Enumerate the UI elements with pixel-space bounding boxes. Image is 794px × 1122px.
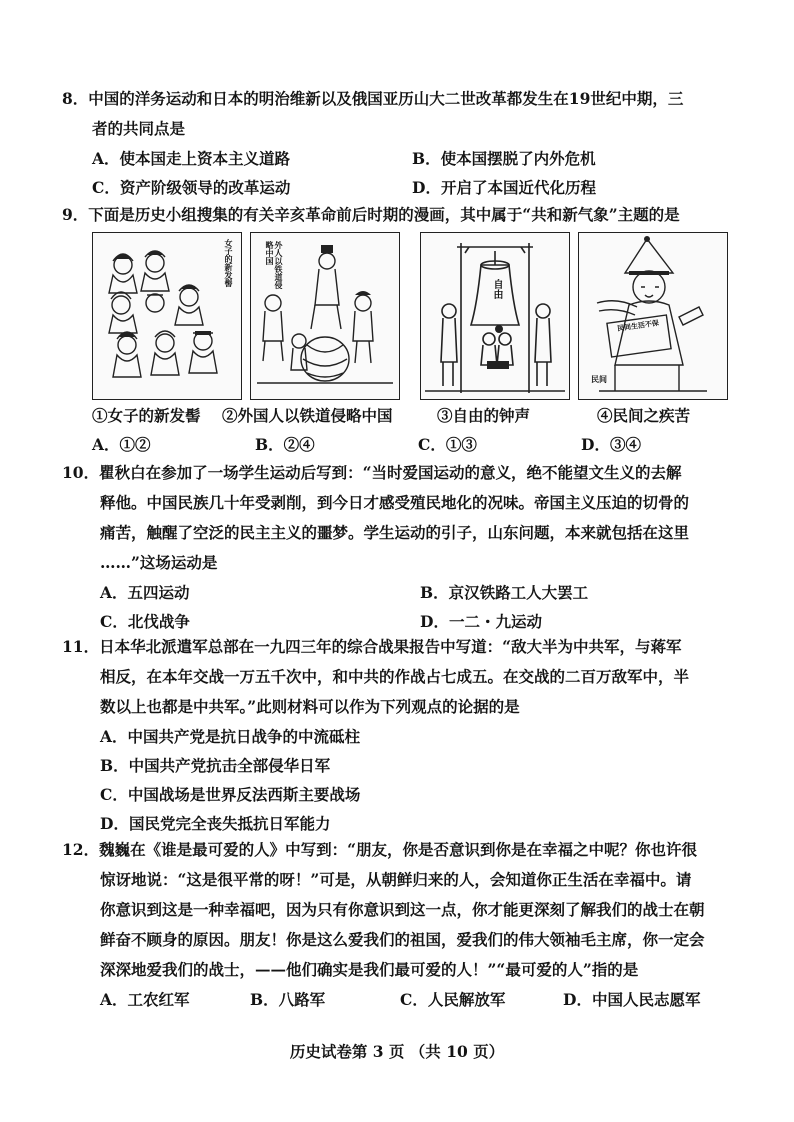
options-row	[62, 430, 742, 459]
question-stem: 你意识到这是一种幸福吧，因为只有你意识到这一点，你才能更深刻了解我们的战士在朝	[100, 900, 705, 919]
cartoon-panel-2	[250, 232, 400, 400]
question-number: 12．	[62, 840, 100, 859]
question-stem: 中国的洋务运动和日本的明治维新以及俄国亚历山大二世改革都发生在19世纪中期，三	[88, 89, 684, 108]
question-number: 11．	[62, 637, 100, 656]
option-d: D．中国人民志愿军	[563, 990, 701, 1009]
caption-4: ④民间之疾苦	[597, 406, 691, 425]
option-a: A．五四运动	[100, 583, 190, 602]
question-stem: 释他。中国民族几十年受剥削，到今日才感受殖民地化的况味。帝国主义压迫的切骨的	[100, 493, 690, 512]
question-stem: 痛苦，触醒了空泛的民主主义的噩梦。学生运动的引子，山东问题，本来就包括在这里	[100, 523, 690, 542]
question-stem: 魏巍在《谁是最可爱的人》中写到：“朋友，你是否意识到你是在幸福之中呢？你也许很	[99, 840, 697, 859]
question-stem: 鲜奋不顾身的原因。朋友！你是这么爱我们的祖国，爱我们的伟大领袖毛主席，你一定会	[100, 930, 705, 949]
panel-1-title: 女子的新发髻	[224, 239, 234, 287]
question-9-options	[62, 430, 742, 459]
question-number: 10．	[62, 463, 100, 482]
question-9	[62, 200, 742, 230]
question-stem: 日本华北派遣军总部在一九四三年的综合战果报告中写道：“敌大半为中共军，与蒋军	[99, 637, 682, 656]
option-b: B．使本国摆脱了内外危机	[412, 149, 596, 168]
question-10	[62, 458, 742, 636]
caption-3: ③自由的钟声	[437, 406, 531, 425]
question-11	[62, 632, 742, 838]
option-d: D．③④	[581, 435, 641, 454]
caption-2: ②外国人以铁道侵略中国	[222, 406, 393, 425]
option-a: A．使本国走上资本主义道路	[92, 149, 291, 168]
cartoon-panels	[92, 232, 732, 400]
option-b: B．②④	[255, 435, 315, 454]
option-a: A．工农红军	[100, 990, 190, 1009]
options-row	[62, 144, 742, 173]
bell-label: 自由	[491, 279, 502, 299]
cartoon-panel-4	[578, 232, 728, 400]
option-c: C．人民解放军	[400, 990, 506, 1009]
option-c: C．①③	[418, 435, 477, 454]
option-d: D．开启了本国近代化历程	[412, 178, 596, 197]
panel-2-title: 外人以铁道侵略中国	[265, 241, 284, 289]
option-a: A．中国共产党是抗日战争的中流砥柱	[100, 727, 361, 746]
option-c: C．资产阶级领导的改革运动	[92, 178, 291, 197]
option-b: B．京汉铁路工人大罢工	[420, 583, 589, 602]
options-row	[62, 578, 742, 607]
options-row	[62, 173, 742, 202]
question-stem: 者的共同点是	[92, 119, 186, 138]
option-d: D．一二・九运动	[420, 612, 542, 631]
options-row	[62, 985, 742, 1014]
cartoon-captions	[92, 404, 752, 428]
question-number: 9．	[62, 205, 89, 224]
option-c: C．中国战场是世界反法西斯主要战场	[100, 785, 361, 804]
question-stem: 瞿秋白在参加了一场学生运动后写到：“当时爱国运动的意义，绝不能望文生义的去解	[99, 463, 682, 482]
option-b: B．中国共产党抗击全部侵华日军	[100, 756, 331, 775]
option-b: B．八路军	[250, 990, 326, 1009]
panel-4-label: 民间	[591, 374, 607, 384]
question-number: 8．	[62, 89, 89, 108]
question-12	[62, 835, 742, 1014]
option-d: D．国民党完全丧失抵抗日军能力	[100, 814, 331, 833]
question-8	[62, 84, 742, 202]
page-footer: 历史试卷第 3 页 （共 10 页）	[289, 1042, 505, 1061]
question-stem: 相反，在本年交战一万五千次中，和中共的作战占七成五。在交战的二百万敌军中，半	[100, 667, 690, 686]
question-stem: 下面是历史小组搜集的有关辛亥革命前后时期的漫画，其中属于“共和新气象”主题的是	[88, 205, 680, 224]
cartoon-panel-1	[92, 232, 242, 400]
question-stem: 深深地爱我们的战士，——他们确实是我们最可爱的人！”“最可爱的人”指的是	[100, 960, 639, 979]
question-stem: ……”这场运动是	[100, 553, 218, 572]
caption-1: ①女子的新发髻	[92, 406, 201, 425]
women-hairstyle-cartoon	[93, 233, 241, 399]
question-stem: 惊讶地说：“这是很平常的呀！”可是，从朝鲜归来的人，会知道你正生活在幸福中。请	[100, 870, 692, 889]
freedom-bell-cartoon	[421, 233, 569, 399]
option-a: A．①②	[92, 435, 151, 454]
option-c: C．北伐战争	[100, 612, 190, 631]
paper-text: 民间生活不保	[616, 318, 660, 333]
cartoon-panel-3	[420, 232, 570, 400]
question-stem: 数以上也都是中共军。”此则材料可以作为下列观点的论据的是	[100, 697, 520, 716]
